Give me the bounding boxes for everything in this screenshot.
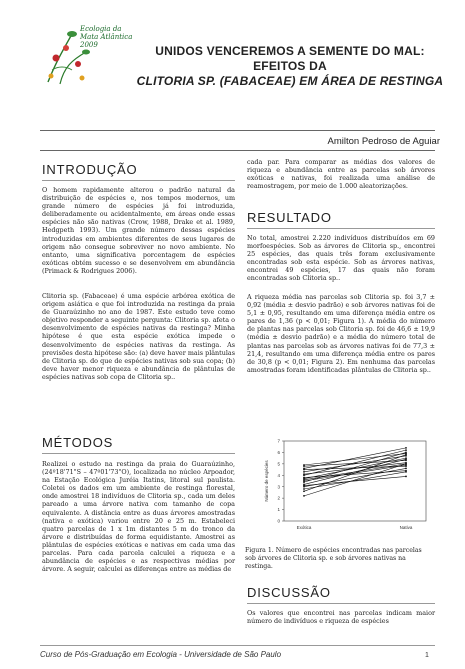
point-native: [405, 460, 407, 462]
author: Amilton Pedroso de Aguiar: [327, 136, 440, 147]
y-tick-label: 0: [277, 518, 280, 524]
y-tick-label: 5: [277, 461, 280, 467]
y-tick-label: 4: [277, 472, 280, 478]
y-axis-label: Número de espécies: [264, 460, 269, 502]
point-exotic: [303, 471, 305, 473]
author-rule: [40, 150, 435, 151]
point-native: [405, 457, 407, 459]
y-tick-label: 3: [277, 484, 280, 490]
title-line-2: CLITORIA SP. (FABACEAE) EM ÁREA DE RESTINGA: [136, 74, 444, 88]
point-exotic: [303, 490, 305, 492]
point-native: [405, 453, 407, 455]
methods-heading-rule: [42, 453, 235, 454]
results-paragraph-1: No total, amostrei 2.220 indivíduos distribuídos em 69 morfoespécies. Sob as árvores de Clitoria sp., encontrei 25 espécies, das quais três foram exclusivamente encontradas sob esta espécie. Sob as árvores nativas, encontrei 49 espécies, 17 das quais não foram encontradas sob Clitoria sp..: [247, 234, 435, 283]
intro-paragraph-2: Clitoria sp. (Fabaceae) é uma espécie arbórea exótica de origem asiática e que foi introduzida na restinga da praia de Guaraúzinho no ano de 1987. Este estudo teve como objetivo responder a seguinte pergunta: Clitoria sp. afeta o desenvolvimento de espécies nativas da restinga? Minha hipótese é que esta espécie exótica impede o desenvolvimento de espécies nativas da restinga. As previsões desta hipótese são: (a) deve haver mais plântulas de Clitoria sp. do que de espécies nativas sob sua copa; (b) deve haver menor riqueza e abundância de plântulas de espécies nativas sob copa de Clitoria sp..: [42, 292, 235, 381]
footer-text: Curso de Pós-Graduação em Ecologia - Universidade de São Paulo: [40, 650, 282, 659]
logo-text: Ecologia da Mata Atlântica 2009: [80, 25, 133, 49]
methods-heading: MÉTODOS: [42, 435, 114, 450]
point-native: [405, 455, 407, 457]
figure-caption: Figura 1. Número de espécies encontradas nas parcelas sob árvores de Clitoria sp. e sob árvores nativas na restinga.: [245, 547, 422, 570]
intro-paragraph-1: O homem rapidamente alterou o padrão natural da distribuição de espécies e, nos tempos modernos, um grande número de espécies já foi introduzida, deliberadamente ou acidentalmente, em áreas onde essas espécies não são nativas (Crow, 1988, Drake et al. 1989, Hedgpeth 1993). Um grande número dessas espécies introduzidas em ambientes diferentes de seus lugares de origem não consegue sobreviver no novo ambiente. No entanto, uma significativa porcentagem de espécies exóticas obtém sucesso e se desenvolvem em abundância (Primack & Rodrigues 2006).: [42, 186, 235, 275]
point-exotic: [303, 488, 305, 490]
paper-title: [132, 44, 448, 89]
footer-rule: [40, 645, 435, 646]
page-number: 1: [425, 652, 429, 659]
point-exotic: [303, 495, 305, 497]
y-tick-label: 6: [277, 450, 280, 456]
point-native: [405, 463, 407, 465]
methods-continuation: cada par. Para comparar as médias dos valores de riqueza e abundância entre as parcelas sob árvores exóticas e nativas, foi realizada uma análise de reamostragem, por meio de 1.000 aleatorizações.: [247, 158, 435, 191]
point-exotic: [303, 477, 305, 479]
chart-svg: [246, 435, 436, 543]
results-paragraph-2: A riqueza média nas parcelas sob Clitoria sp. foi 3,7 ± 0,92 (média ± desvio padrão) e sob árvores nativas foi de 5,1 ± 0,95, resultando em uma diferença média entre os pares de 1,36 (p < 0,01; Figura 1). A média do número de plantas nas parcelas sob Clitoria sp. foi de 46,6 ± 19,9 (média ± desvio padrão) e a média do número total de plantas nas parcelas sob as árvores nativas foi de 77,3 ± 21,4, resultando em uma diferença média entre os pares de 30,8 (p < 0,01; Figura 2). Em nenhuma das parcelas amostradas foram identificadas plântulas de Clitoria sp..: [247, 293, 435, 374]
discussion-heading: DISCUSSÃO: [247, 585, 331, 600]
title-line-1: UNIDOS VENCEREMOS A SEMENTE DO MAL: EFEITOS DA: [155, 44, 425, 73]
results-heading-rule: [247, 228, 435, 229]
y-tick-label: 2: [277, 495, 280, 501]
point-native: [405, 468, 407, 470]
discussion-heading-rule: [247, 603, 435, 604]
point-exotic: [303, 464, 305, 466]
y-tick-label: 1: [277, 507, 280, 513]
x-tick-label: Exótica: [296, 525, 312, 530]
point-native: [405, 449, 407, 451]
figure-1-chart: [246, 435, 436, 543]
point-exotic: [303, 485, 305, 487]
results-heading: RESULTADO: [247, 210, 332, 225]
point-exotic: [303, 473, 305, 475]
y-tick-label: 7: [277, 438, 280, 444]
point-native: [405, 471, 407, 473]
x-tick-label: Nativa: [399, 525, 413, 530]
point-exotic: [303, 468, 305, 470]
discussion-paragraph: Os valores que encontrei nas parcelas indicam maior número de indivíduos e riqueza de espécies: [247, 609, 435, 626]
point-native: [405, 465, 407, 467]
intro-heading-rule: [42, 180, 235, 181]
point-exotic: [303, 479, 305, 481]
methods-paragraph: Realizei o estudo na restinga da praia do Guaraúzinho, (24º18'71"S – 47º01'73"O), localizada no núcleo Arpoador, na Estação Ecológica Juréia Itatins, litoral sul paulista. Coletei os dados em um ambiente de restinga florestal, onde amostrei 18 indivíduos de Clitoria sp., cada um deles pareado a uma árvore nativa com tamanho de copa equivalente. A distância entre as duas árvores amostradas (nativa e exótica) variou entre 20 e 25 m. Estabeleci quatro parcelas de 1 x 1m distantes 5 m do tronco da árvore e distribuídas de forma equidistante. Amostrei as plântulas de espécies exóticas e nativas em cada uma das parcelas. Para cada parcela calculei a riqueza e a abundância de espécies e as respectivas médias por árvore. A seguir, calculei as diferenças entre as médias de: [42, 460, 235, 574]
title-rule: [40, 130, 435, 131]
intro-heading: INTRODUÇÃO: [42, 162, 138, 177]
point-native: [405, 447, 407, 449]
point-native: [405, 476, 407, 478]
